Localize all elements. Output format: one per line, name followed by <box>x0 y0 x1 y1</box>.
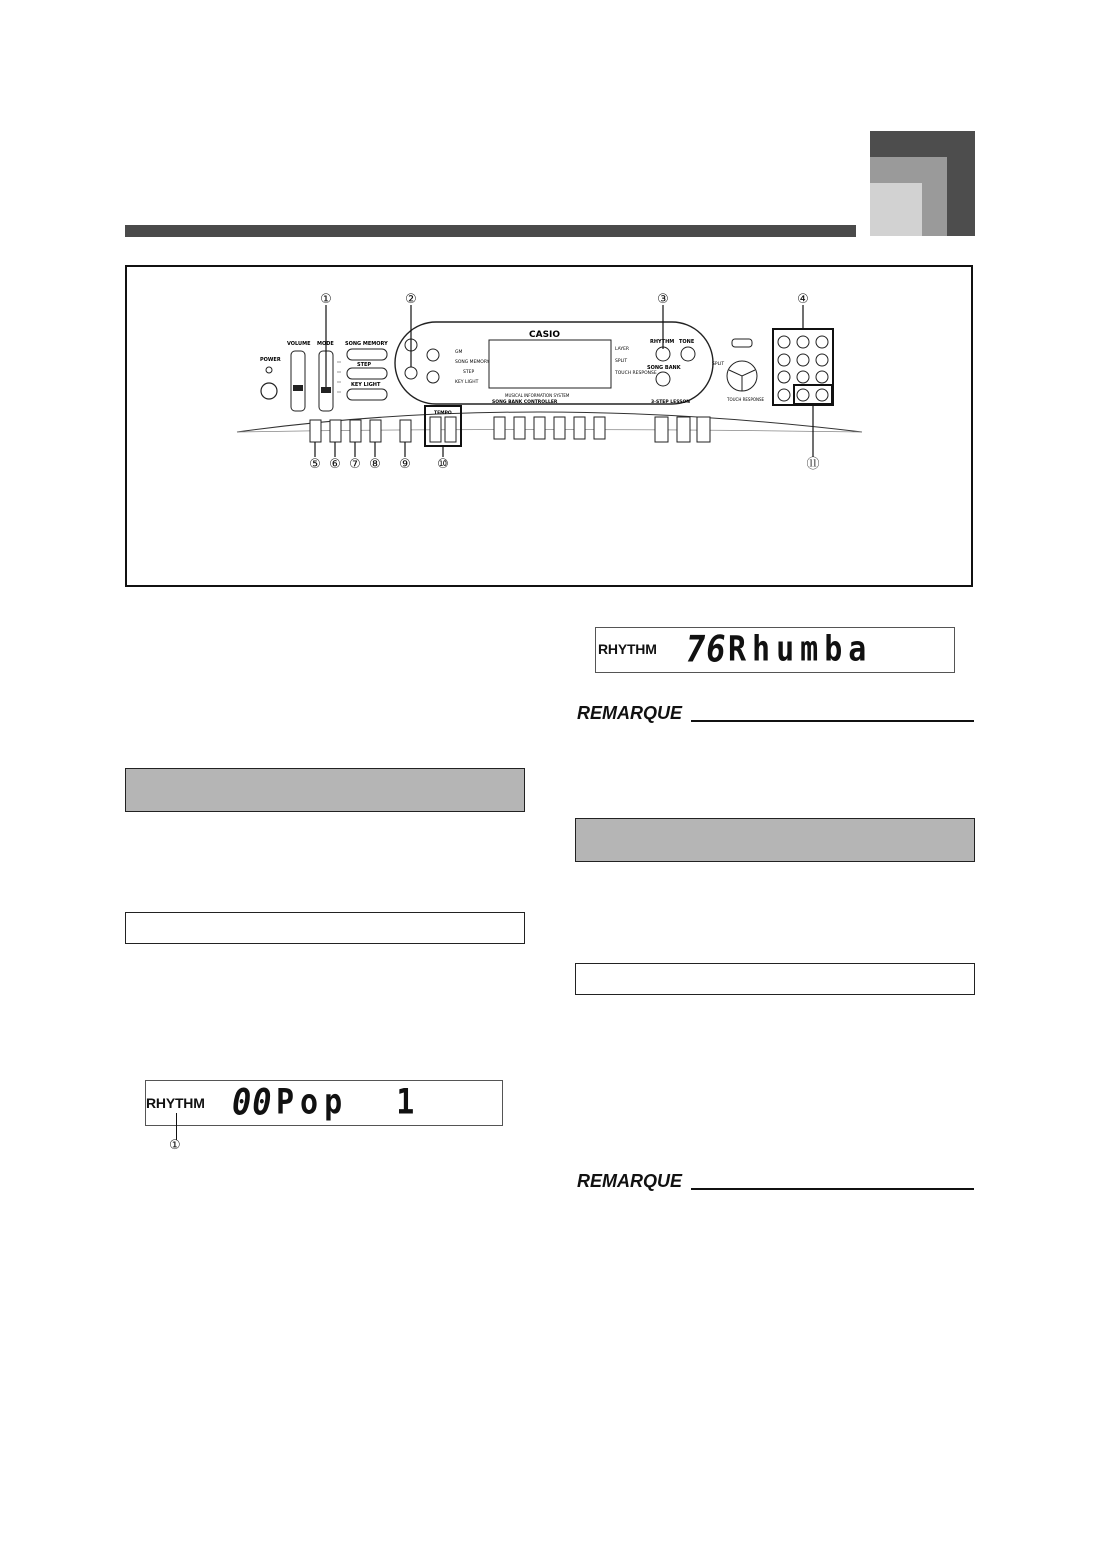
lcd-pop-rhythm-label: RHYTHM <box>146 1095 205 1111</box>
section-header-right <box>575 818 975 862</box>
lcd-left-3: STEP <box>463 370 475 375</box>
callout-1: ① <box>320 292 332 307</box>
callout-4: ④ <box>797 292 809 307</box>
button-7[interactable] <box>350 420 361 442</box>
song-bank-label: SONG BANK <box>647 365 681 371</box>
callout-3: ③ <box>657 292 669 307</box>
song-memory-label: SONG MEMORY <box>345 341 388 347</box>
callout-6: ⑥ <box>329 457 341 472</box>
key-light-label: KEY LIGHT <box>351 382 381 388</box>
sbc-play-pause-button[interactable] <box>514 417 525 439</box>
lcd-rhythm-number: 76 <box>686 627 727 671</box>
step-label: STEP <box>357 362 372 368</box>
lcd-pop-name: Pop 1 <box>276 1082 421 1123</box>
upper-right-button[interactable] <box>427 349 439 361</box>
note-rule-2 <box>691 1188 974 1190</box>
numeric-keypad <box>778 336 828 401</box>
lower-left-buttons <box>310 406 461 446</box>
pop-callout: ① <box>169 1138 181 1153</box>
keypad-plus[interactable] <box>816 389 828 401</box>
lower-right-button[interactable] <box>427 371 439 383</box>
keypad-4[interactable] <box>778 354 790 366</box>
sbc-ff-button[interactable] <box>554 417 565 439</box>
lcd-screen <box>489 340 611 388</box>
tempo-up-button[interactable] <box>445 417 456 442</box>
keypad-9[interactable] <box>816 336 828 348</box>
subsection-header-right <box>575 963 975 995</box>
callout-8: ⑧ <box>369 457 381 472</box>
button-8[interactable] <box>370 420 381 442</box>
song-memory-button[interactable] <box>347 349 387 360</box>
tone-label: TONE <box>679 339 695 345</box>
rhythm-button[interactable] <box>656 347 670 361</box>
keypad-3[interactable] <box>816 371 828 383</box>
section-header-left <box>125 768 525 812</box>
tempo-down-button[interactable] <box>430 417 441 442</box>
button-5[interactable] <box>310 420 321 442</box>
callout-10: ⑩ <box>437 457 449 472</box>
keypad-1[interactable] <box>778 371 790 383</box>
song-bank-button[interactable] <box>656 372 670 386</box>
lesson-step-3[interactable] <box>697 417 710 442</box>
sbc-left-button[interactable] <box>574 417 585 439</box>
tempo-label: TEMPO <box>434 411 452 416</box>
brand-logo: CASIO <box>529 330 561 340</box>
keypad-8[interactable] <box>797 336 809 348</box>
button-9[interactable] <box>400 420 411 442</box>
lcd-left-4: KEY LIGHT <box>455 380 479 385</box>
callout-9: ⑨ <box>399 457 411 472</box>
lesson-step-1[interactable] <box>655 417 668 442</box>
mode-slider-knob[interactable] <box>321 387 331 393</box>
lesson-step-2[interactable] <box>677 417 690 442</box>
song-bank-controller-label: SONG BANK CONTROLLER <box>492 400 558 405</box>
touch-response-label: TOUCH RESPONSE <box>727 397 765 402</box>
keypad-minus[interactable] <box>797 389 809 401</box>
key-light-button[interactable] <box>347 389 387 400</box>
lcd-left-1: GM <box>455 350 463 355</box>
sbc-stop-button[interactable] <box>494 417 505 439</box>
callout-11: ⑪ <box>806 457 820 472</box>
lcd-right-1: LAYER <box>615 347 630 352</box>
split-label: SPLIT <box>712 362 725 367</box>
lcd-rhythm-label: RHYTHM <box>598 641 657 657</box>
three-step-lesson-label: 3-STEP LESSON <box>651 400 691 405</box>
lcd-right-3: TOUCH RESPONSE <box>615 371 657 376</box>
power-button[interactable] <box>261 383 277 399</box>
volume-slider-track <box>291 351 305 411</box>
note-heading-2: REMARQUE <box>577 1171 683 1191</box>
volume-label: VOLUME <box>287 341 311 347</box>
note-rule-1 <box>691 720 974 722</box>
lcd-pop-number: 00 <box>232 1080 273 1124</box>
callout-7: ⑦ <box>349 457 361 472</box>
callout-2: ② <box>405 292 417 307</box>
lcd-rhythm-name: Rhumba <box>728 629 873 670</box>
tone-button[interactable] <box>681 347 695 361</box>
mode-label: MODE <box>317 341 334 347</box>
lcd-left-2: SONG MEMORY <box>455 360 490 365</box>
volume-slider-knob[interactable] <box>293 385 303 391</box>
sbc-rew-button[interactable] <box>534 417 545 439</box>
keypad-7[interactable] <box>778 336 790 348</box>
keypad-2[interactable] <box>797 371 809 383</box>
keypad-6[interactable] <box>816 354 828 366</box>
keypad-5[interactable] <box>797 354 809 366</box>
callout-5: ⑤ <box>309 457 321 472</box>
rhythm-panel-label: RHYTHM <box>650 339 675 345</box>
button-6[interactable] <box>330 420 341 442</box>
keyboard-panel-illustration <box>127 267 973 587</box>
power-led <box>266 367 272 373</box>
subsection-header-left <box>125 912 525 944</box>
pop-callout-line <box>176 1113 177 1140</box>
lcd-display-pop <box>145 1080 503 1126</box>
keyboard-diagram-frame <box>125 265 973 587</box>
right-top-button[interactable] <box>732 339 752 347</box>
record-button[interactable] <box>405 367 417 379</box>
lcd-display-rhumba <box>595 627 955 673</box>
corner-tab-light <box>870 183 922 236</box>
power-label: POWER <box>260 357 281 363</box>
system-text: MUSICAL INFORMATION SYSTEM <box>505 393 570 398</box>
step-button[interactable] <box>347 368 387 379</box>
sbc-right-button[interactable] <box>594 417 605 439</box>
keypad-0[interactable] <box>778 389 790 401</box>
header-bar <box>125 225 856 237</box>
note-heading-1: REMARQUE <box>577 703 683 723</box>
lcd-right-2: SPLIT <box>615 359 628 364</box>
